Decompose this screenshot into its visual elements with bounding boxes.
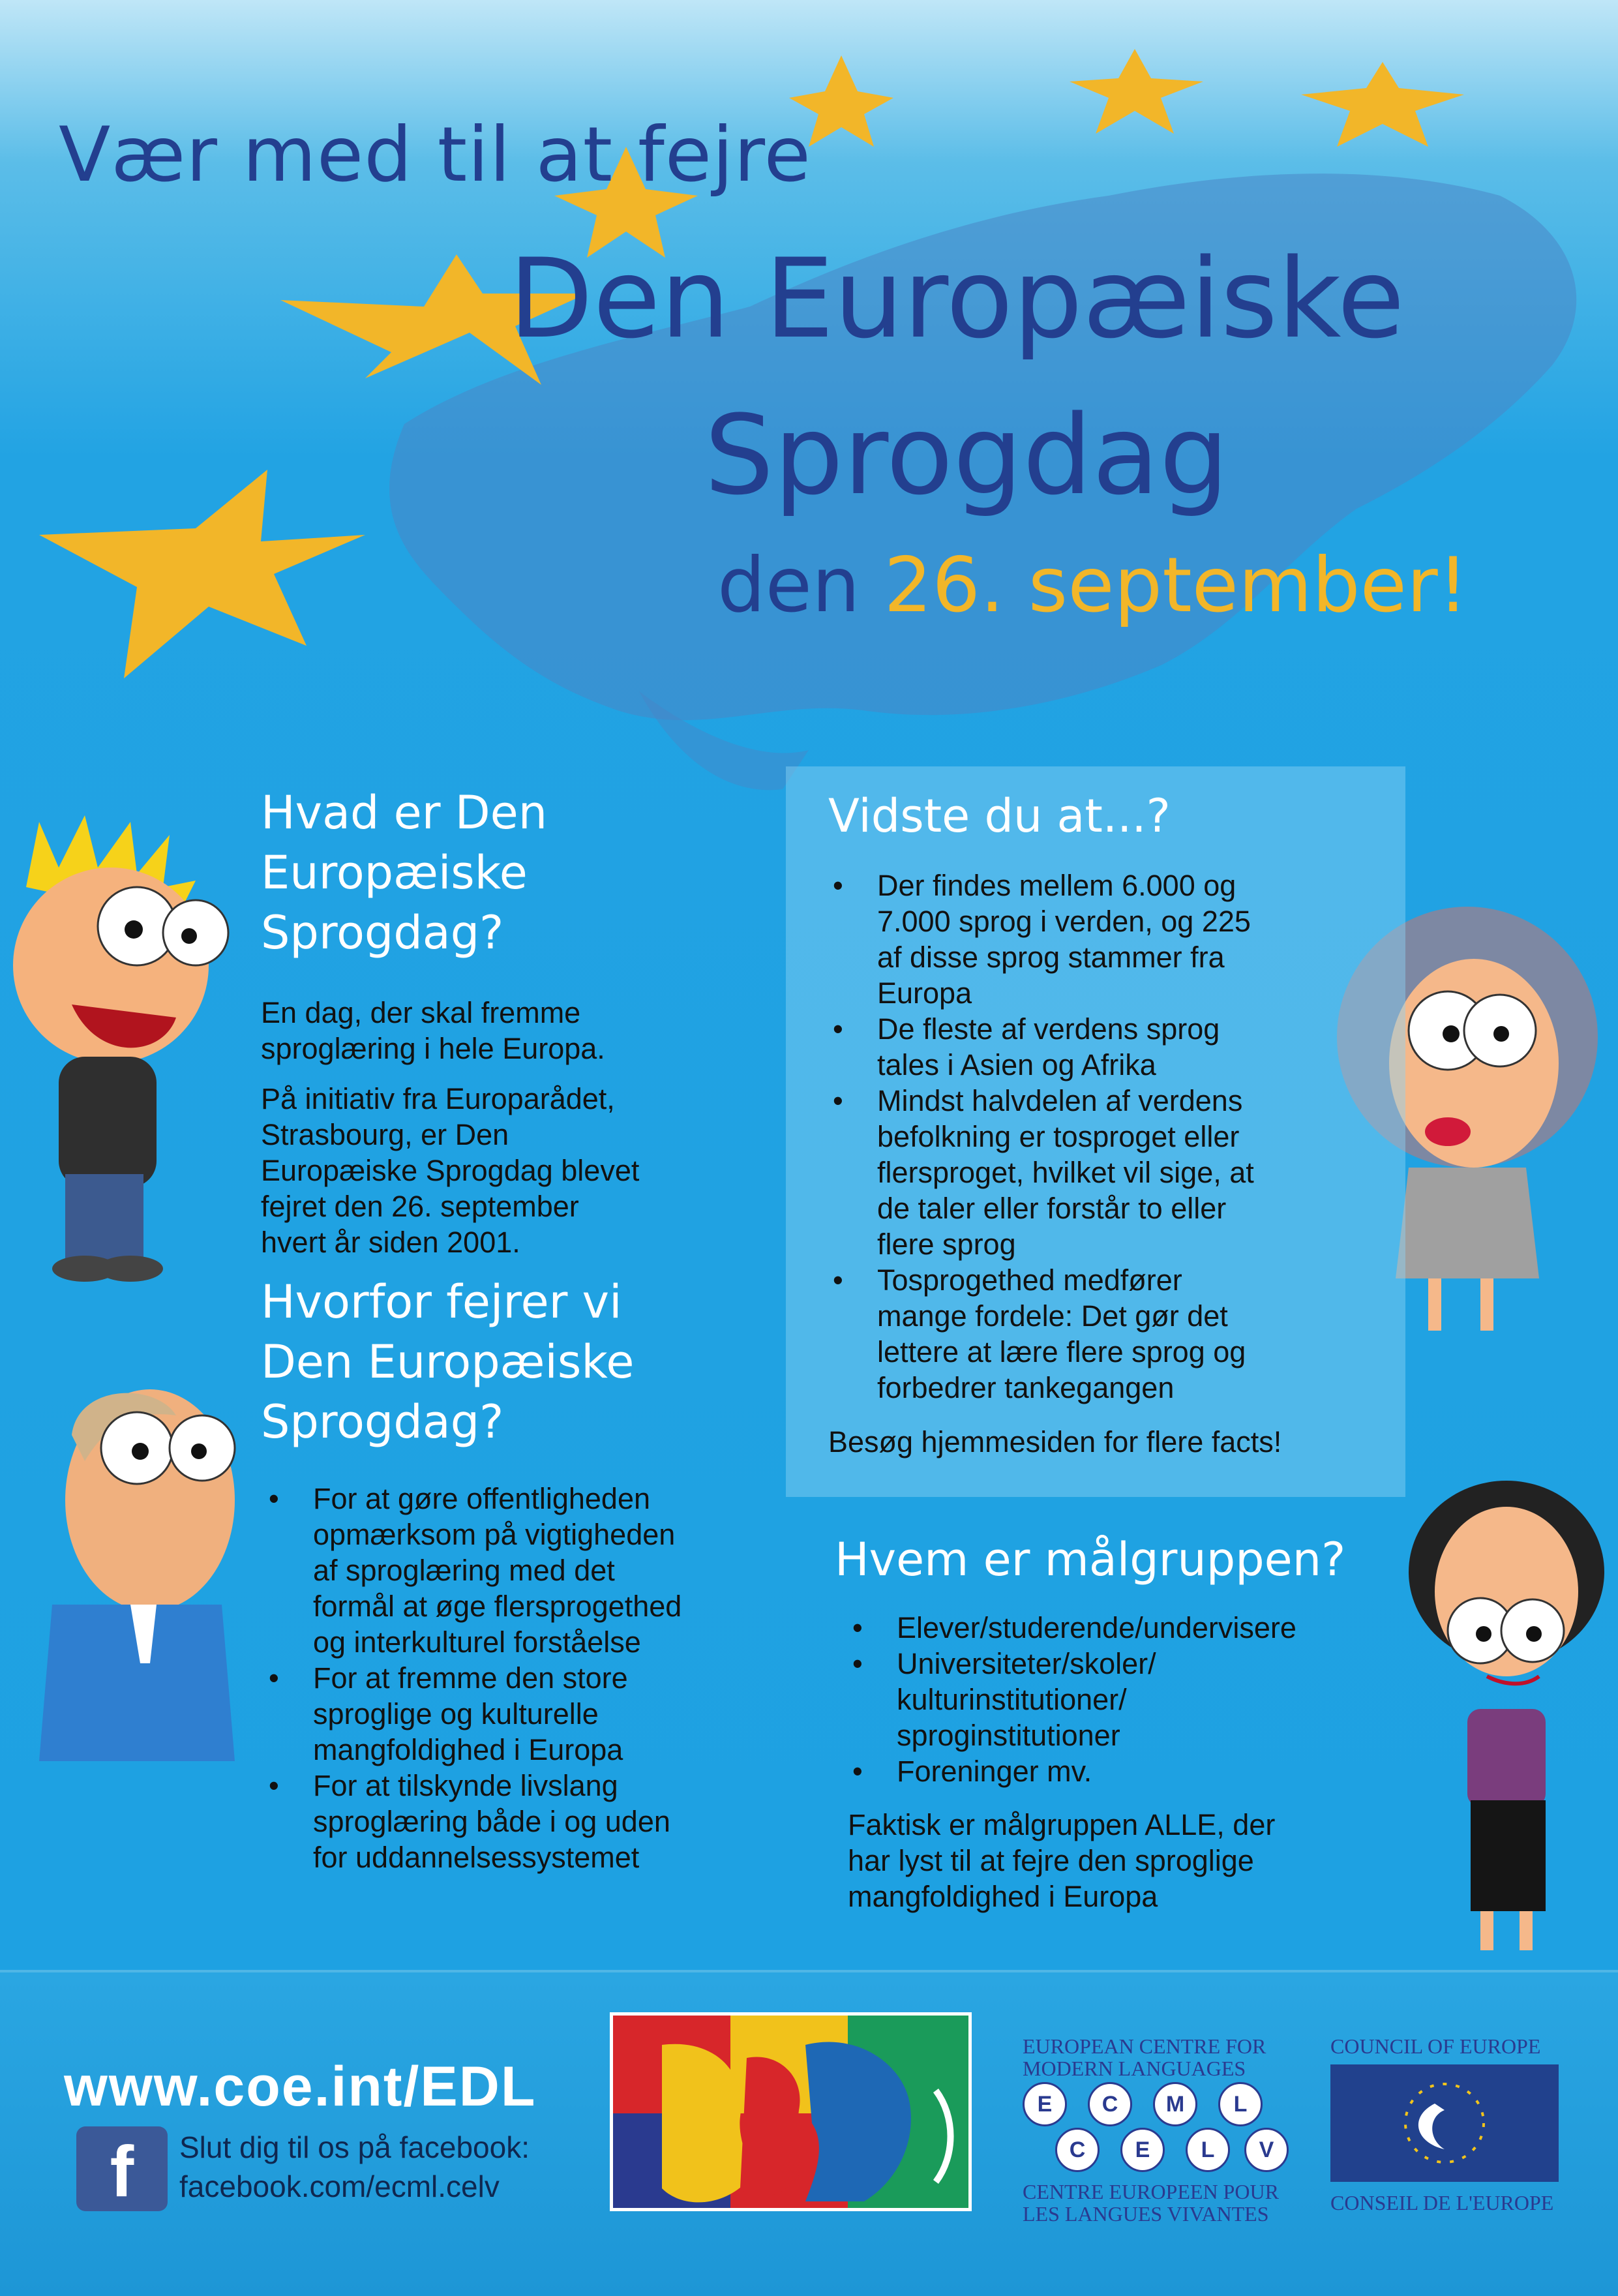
facts-bullet-list xyxy=(825,868,1386,1406)
list-item: • For at fremme den store sproglige og kulturelle mangfoldighed i Europa xyxy=(261,1660,757,1768)
ecml-letter-circle: E xyxy=(1023,2082,1067,2126)
coe-logo-top-text: COUNCIL OF EUROPE xyxy=(1330,2034,1541,2058)
cartoon-girl-illustration xyxy=(1389,1461,1604,1963)
heading-line: Hvorfor fejrer vi xyxy=(261,1275,622,1329)
what-paragraph-2: På initiativ fra Europarådet, Strasbourg, er Den Europæiske Sprogdag blevet fejret den 26. september hvert år siden 2001. xyxy=(261,1082,640,1259)
target-bullet-list xyxy=(845,1610,1392,1789)
facebook-text[interactable]: Slut dig til os på facebook: facebook.com/ecml.celv xyxy=(179,2130,530,2203)
list-item: • Der findes mellem 6.000 og 7.000 sprog i verden, og 225 af disse sprog stammer fra Europa xyxy=(825,868,1386,1011)
ecml-letter-circle: C xyxy=(1055,2128,1100,2172)
heading-line: Europæiske xyxy=(261,846,528,899)
cartoon-man-illustration xyxy=(26,1357,274,1787)
date-highlight: 26. september! xyxy=(884,541,1469,629)
list-item: • For at gøre offentligheden opmærksom på vigtigheden af sproglæring med det formål at øge flersprogethed og interkulturel forståelse xyxy=(261,1481,757,1660)
header-title-line1: Den Europæiske xyxy=(509,235,1405,363)
coe-flag-logo xyxy=(1330,2064,1559,2182)
cartoon-boy-illustration xyxy=(0,809,248,1292)
why-bullet-list xyxy=(261,1481,757,1875)
coe-logo-bottom-text: CONSEIL DE L'EUROPE xyxy=(1330,2191,1554,2214)
heading-line: Hvad er Den xyxy=(261,786,548,839)
list-item: • For at tilskynde livslang sproglæring både i og uden for uddannelsessystemet xyxy=(261,1768,757,1875)
facts-footer: Besøg hjemmesiden for flere facts! xyxy=(828,1425,1282,1458)
target-closing: Faktisk er målgruppen ALLE, der har lyst til at fejre den sproglige mangfoldighed i Europa xyxy=(848,1808,1276,1913)
list-item: • De fleste af verdens sprog tales i Asien og Afrika xyxy=(825,1011,1386,1083)
what-body xyxy=(261,995,730,1275)
ecml-logo-circles xyxy=(1023,2082,1296,2173)
heading-line: Sprogdag? xyxy=(261,1395,504,1449)
list-item: • Tosprogethed medfører mange fordele: Det gør det lettere at lære flere sprog og forbedrer tankegangen xyxy=(825,1262,1386,1406)
facts-heading: Vidste du at...? xyxy=(828,789,1171,843)
ecml-letter-circle: L xyxy=(1218,2082,1263,2126)
header-title-line2: Sprogdag xyxy=(704,391,1229,519)
heading-line: Den Europæiske xyxy=(261,1335,635,1389)
what-paragraph-1: En dag, der skal fremme sproglæring i hele Europa. xyxy=(261,996,605,1065)
list-item: • Mindst halvdelen af verdens befolkning er tosproget eller flersproget, hvilket vil sige, at de taler eller forstår to eller flere sprog xyxy=(825,1083,1386,1262)
list-item: • Foreninger mv. xyxy=(845,1753,1392,1789)
ecml-logo-bottom-text: CENTRE EUROPEEN POUR LES LANGUES VIVANTES xyxy=(1023,2180,1279,2226)
star-icon xyxy=(1070,49,1203,134)
header-date xyxy=(717,541,1468,629)
ecml-letter-circle: M xyxy=(1153,2082,1197,2126)
what-heading xyxy=(261,783,547,963)
website-link[interactable]: www.coe.int/EDL xyxy=(64,2055,537,2118)
edl-logo xyxy=(610,2012,972,2211)
ecml-letter-circle: V xyxy=(1244,2128,1289,2172)
date-prefix: den xyxy=(717,541,860,629)
ecml-logo-top-text: EUROPEAN CENTRE FOR MODERN LANGUAGES xyxy=(1023,2034,1266,2080)
ecml-letter-circle: C xyxy=(1088,2082,1132,2126)
star-icon xyxy=(39,470,365,678)
list-item: • Elever/studerende/undervisere xyxy=(845,1610,1392,1646)
ecml-letter-circle: L xyxy=(1186,2128,1230,2172)
facebook-icon[interactable]: f xyxy=(76,2126,168,2211)
list-item: • Universiteter/skoler/ kulturinstitutioner/ sproginstitutioner xyxy=(845,1646,1392,1753)
star-icon xyxy=(1301,62,1464,147)
header-intro: Vær med til at fejre xyxy=(59,111,811,199)
why-heading xyxy=(261,1272,634,1452)
ecml-letter-circle: E xyxy=(1120,2128,1165,2172)
heading-line: Sprogdag? xyxy=(261,906,504,959)
target-heading: Hvem er målgruppen? xyxy=(835,1533,1346,1586)
